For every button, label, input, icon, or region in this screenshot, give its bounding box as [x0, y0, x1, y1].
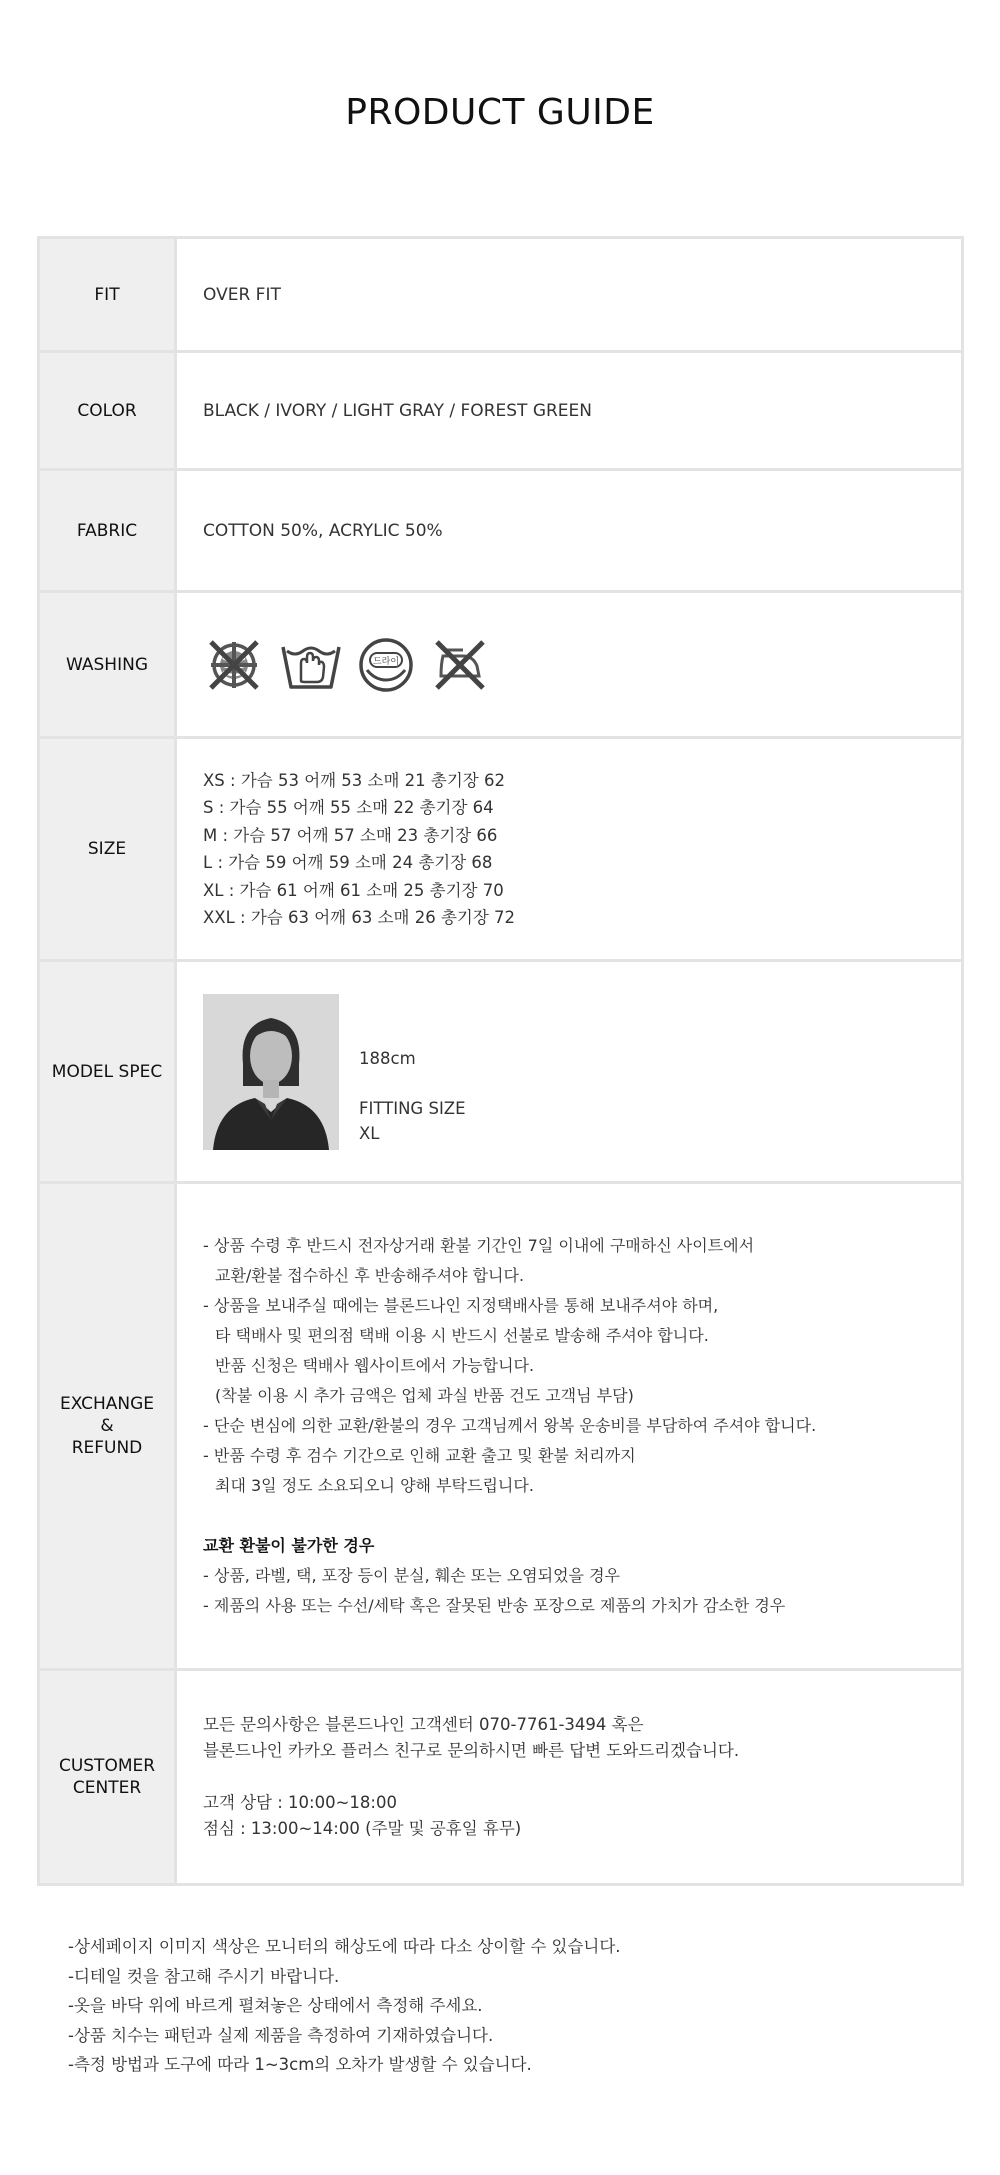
fabric-label: FABRIC: [40, 471, 174, 590]
fit-label: FIT: [40, 239, 174, 350]
color-value: BLACK / IVORY / LIGHT GRAY / FOREST GREEN: [174, 353, 961, 468]
exchange-line: 교환/환불 접수하신 후 반송해주셔야 합니다.: [215, 1266, 525, 1285]
washing-value: [174, 593, 961, 736]
hand-wash-icon: [279, 637, 343, 693]
customer-contact-line: 모든 문의사항은 블론드나인 고객센터 070-7761-3494 혹은: [203, 1715, 644, 1734]
note-item: -옷을 바닥 위에 바르게 펼쳐놓은 상태에서 측정해 주세요.: [68, 1996, 483, 2015]
color-label: COLOR: [40, 353, 174, 468]
guide-table: [37, 236, 964, 1886]
washing-icons: [203, 634, 961, 696]
model-spec-value: [174, 962, 961, 1181]
fabric-value: COTTON 50%, ACRYLIC 50%: [174, 471, 961, 590]
customer-label-line-2: CENTER: [72, 1778, 142, 1798]
fitting-size-label: FITTING SIZE: [359, 1098, 466, 1118]
row-washing: [40, 590, 961, 736]
exchange-line: - 단순 변심에 의한 교환/환불의 경우 고객님께서 왕복 운송비를 부담하여 주셔야 합니다.: [203, 1416, 817, 1435]
customer-center-value: [174, 1671, 961, 1883]
exchange-line: - 상품 수령 후 반드시 전자상거래 환불 기간인 7일 이내에 구매하신 사이트에서: [203, 1236, 755, 1255]
exchange-line: - 상품을 보내주실 때에는 블론드나인 지정택배사를 통해 보내주셔야 하며,: [203, 1296, 719, 1315]
no-refund-case: - 상품, 라벨, 택, 포장 등이 분실, 훼손 또는 오염되었을 경우: [203, 1566, 621, 1585]
size-value: [174, 739, 961, 959]
row-size: [40, 736, 961, 959]
exchange-line: 반품 신청은 택배사 웹사이트에서 가능합니다.: [215, 1356, 535, 1375]
note-item: -상세페이지 이미지 색상은 모니터의 해상도에 따라 다소 상이할 수 있습니다.: [68, 1937, 621, 1956]
no-refund-case: - 제품의 사용 또는 수선/세탁 혹은 잘못된 반송 포장으로 제품의 가치가 감소한 경우: [203, 1596, 786, 1615]
exchange-label-line-1: EXCHANGE: [59, 1394, 155, 1414]
row-fit: [40, 239, 961, 350]
model-info: [359, 1046, 466, 1150]
exchange-line: - 반품 수령 후 검수 기간으로 인해 교환 출고 및 환불 처리까지: [203, 1446, 636, 1465]
no-refund-heading: 교환 환불이 불가한 경우: [203, 1536, 375, 1555]
dry-clean-icon: [357, 636, 415, 694]
row-color: [40, 350, 961, 468]
customer-hours: 고객 상담 : 10:00~18:00: [203, 1793, 397, 1812]
no-ironing-icon: [429, 634, 491, 696]
row-customer-center: [40, 1668, 961, 1883]
page-title: PRODUCT GUIDE: [345, 92, 655, 133]
size-line-xl: XL : 가슴 61 어깨 61 소매 25 총기장 70: [203, 880, 504, 900]
size-line-l: L : 가슴 59 어깨 59 소매 24 총기장 68: [203, 853, 493, 872]
footer-notes: [68, 1932, 621, 2080]
size-line-xxl: XXL : 가슴 63 어깨 63 소매 26 총기장 72: [203, 908, 515, 927]
customer-label-line-1: CUSTOMER: [58, 1756, 156, 1776]
exchange-line: 최대 3일 정도 소요되오니 양해 부탁드립니다.: [215, 1476, 534, 1495]
size-line-m: M : 가슴 57 어깨 57 소매 23 총기장 66: [203, 825, 498, 845]
exchange-refund-value: [174, 1184, 961, 1668]
row-exchange-refund: [40, 1181, 961, 1668]
exchange-line: 타 택배사 및 편의점 택배 이용 시 반드시 선불로 발송해 주셔야 합니다.: [215, 1326, 709, 1345]
note-item: -디테일 컷을 참고해 주시기 바랍니다.: [68, 1966, 340, 1986]
exchange-label-line-2: &: [100, 1416, 114, 1436]
dry-clean-label: 드라이: [372, 656, 400, 667]
exchange-refund-label: [40, 1184, 174, 1668]
row-fabric: [40, 468, 961, 590]
exchange-label-line-3: REFUND: [71, 1438, 143, 1458]
model-photo: [203, 994, 339, 1150]
fit-value: OVER FIT: [174, 239, 961, 350]
model-spec-label: MODEL SPEC: [40, 962, 174, 1181]
washing-label: WASHING: [40, 593, 174, 736]
customer-lunch: 점심 : 13:00~14:00 (주말 및 공휴일 휴무): [203, 1819, 522, 1838]
no-machine-wash-icon: [203, 634, 265, 696]
note-item: -상품 치수는 패턴과 실제 제품을 측정하여 기재하였습니다.: [68, 2025, 494, 2045]
fitting-size-value: XL: [359, 1123, 380, 1143]
row-model-spec: [40, 959, 961, 1181]
size-line-s: S : 가슴 55 어깨 55 소매 22 총기장 64: [203, 798, 494, 817]
size-label: SIZE: [40, 739, 174, 959]
size-line-xs: XS : 가슴 53 어깨 53 소매 21 총기장 62: [203, 770, 505, 790]
customer-contact-line: 블론드나인 카카오 플러스 친구로 문의하시면 빠른 답변 도와드리겠습니다.: [203, 1741, 740, 1760]
note-item: -측정 방법과 도구에 따라 1~3cm의 오차가 발생할 수 있습니다.: [68, 2055, 532, 2074]
model-height: 188cm: [359, 1048, 416, 1068]
customer-center-label: [40, 1671, 174, 1883]
exchange-line: (착불 이용 시 추가 금액은 업체 과실 반품 건도 고객님 부담): [215, 1386, 634, 1405]
